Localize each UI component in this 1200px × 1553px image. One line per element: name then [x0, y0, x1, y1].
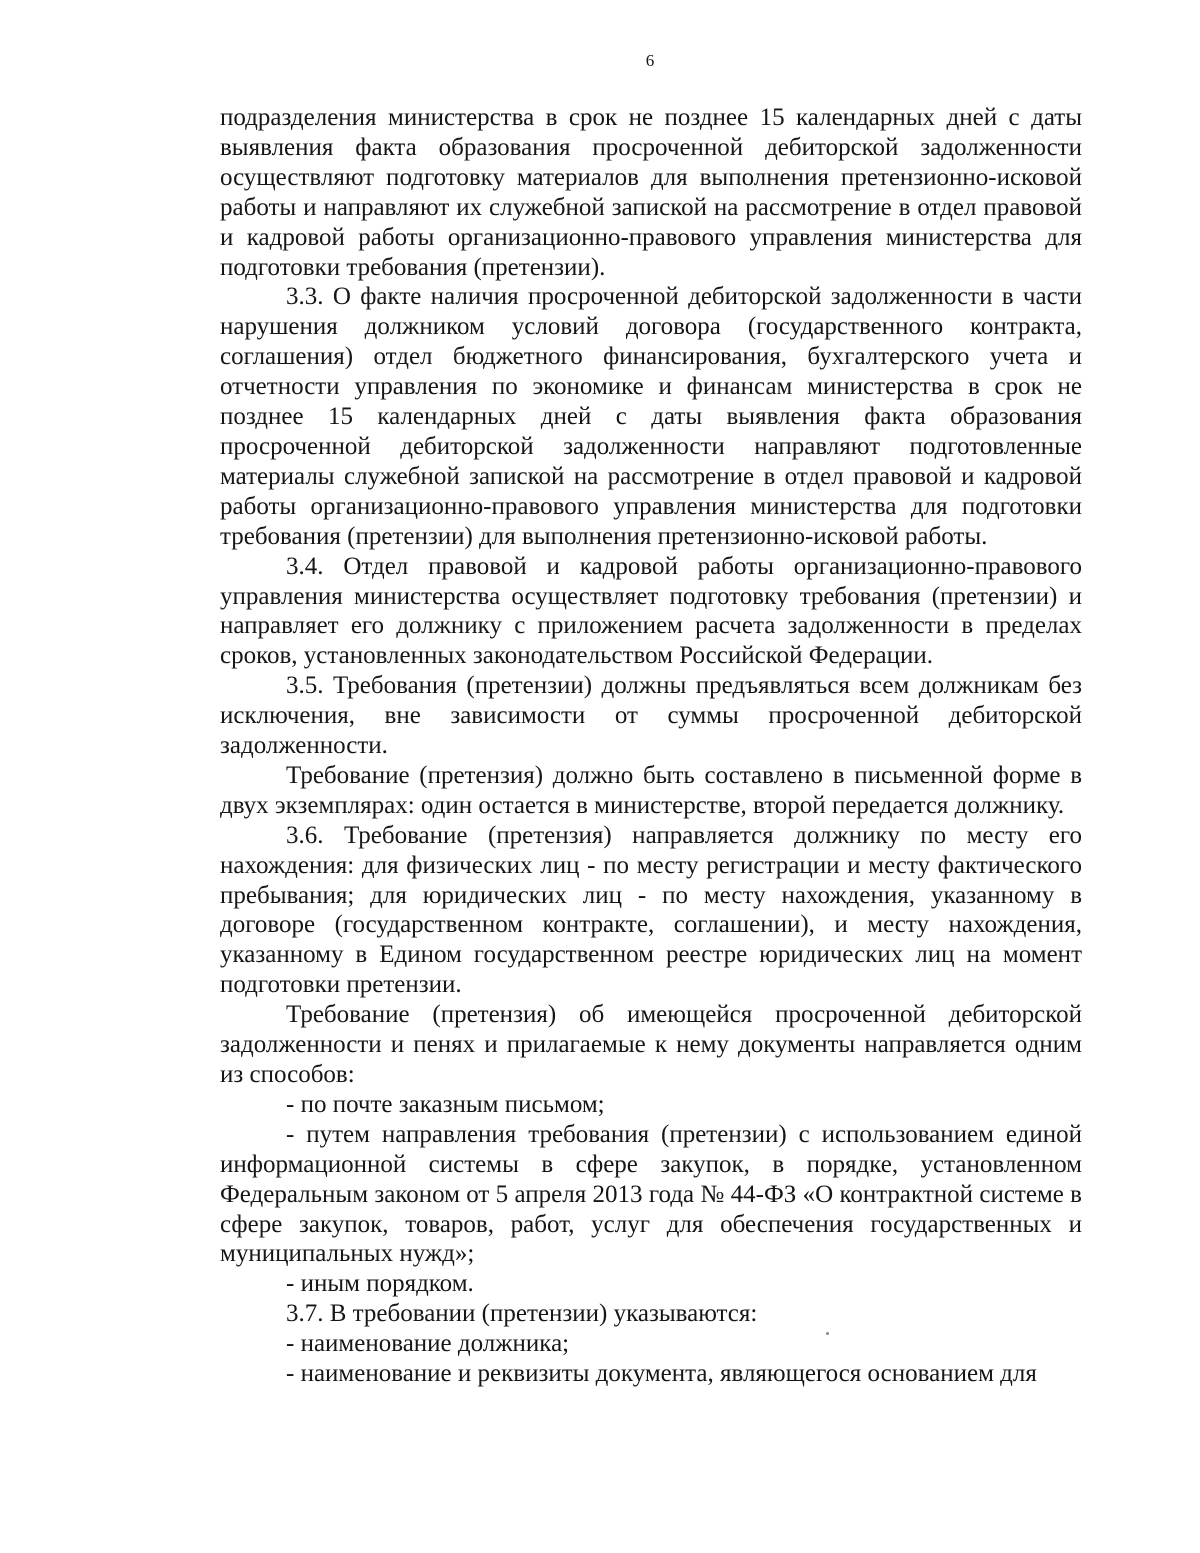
list-item-document-details: - наименование и реквизиты документа, являющегося основанием для [286, 1360, 1037, 1388]
paragraph-written-form: Требование (претензия) должно быть составлено в письменной форме в двух экземплярах: один остается в министерстве, второй передается должнику. [220, 761, 1082, 819]
paragraph-3-4: 3.4. Отдел правовой и кадровой работы организационно-правового управления министерства осуществляет подготовку требования (претензии) и направляет его должнику с приложением расчета задолженности в пределах сроков, установленных законодательством Российской Федерации. [220, 552, 1082, 670]
list-item-unified-system: - путем направления требования (претензии) с использованием единой информационной системы в сфере закупок, в порядке, установленном Федеральным законом от 5 апреля 2013 года № 44-ФЗ «О контрактной системе в сфере закупок, товаров, работ, услуг для обеспечения государственных и муниципальных нужд»; [220, 1120, 1082, 1268]
list-item-other-method: - иным порядком. [286, 1270, 474, 1298]
paragraph-continuation: подразделения министерства в срок не позднее 15 календарных дней с даты выявления факта образования просроченной дебиторской задолженности осуществляют подготовку материалов для выполнения претензионно-исковой работы и направляют их служебной запиской на рассмотрение в отдел правовой и кадровой работы организационно-правового управления министерства для подготовки требования (претензии). [220, 104, 1082, 281]
document-body [220, 103, 1082, 1389]
paragraph-3-7: 3.7. В требовании (претензии) указываются: [286, 1300, 758, 1328]
scan-speck [826, 1332, 829, 1335]
page-number: 6 [645, 51, 655, 70]
list-item-registered-mail: - по почте заказным письмом; [286, 1090, 605, 1118]
paragraph-delivery-methods: Требование (претензия) об имеющейся просроченной дебиторской задолженности и пенях и прилагаемые к нему документы направляется одним из способов: [220, 1001, 1082, 1088]
paragraph-3-5: 3.5. Требования (претензии) должны предъявляться всем должникам без исключения, вне зависимости от суммы просроченной дебиторской задолженности. [220, 672, 1082, 760]
paragraph-3-6: 3.6. Требование (претензия) направляется должнику по месту его нахождения: для физических лиц - по месту регистрации и месту фактического пребывания; для юридических лиц - по месту нахождения, указанному в договоре (государственном контракте, соглашении), и месту нахождения, указанному в Едином государственном реестре юридических лиц на момент подготовки претензии. [220, 821, 1082, 999]
list-item-debtor-name: - наименование должника; [286, 1330, 570, 1358]
paragraph-3-3: 3.3. О факте наличия просроченной дебиторской задолженности в части нарушения должником условий договора (государственного контракта, соглашения) отдел бюджетного финансирования, бухгалтерского учета и отчетности управления по экономике и финансам министерства в срок не позднее 15 календарных дней с даты выявления факта образования просроченной дебиторской задолженности направляют подготовленные материалы служебной запиской на рассмотрение в отдел правовой и кадровой работы организационно-правового управления министерства для подготовки требования (претензии) для выполнения претензионно-исковой работы. [220, 283, 1082, 550]
